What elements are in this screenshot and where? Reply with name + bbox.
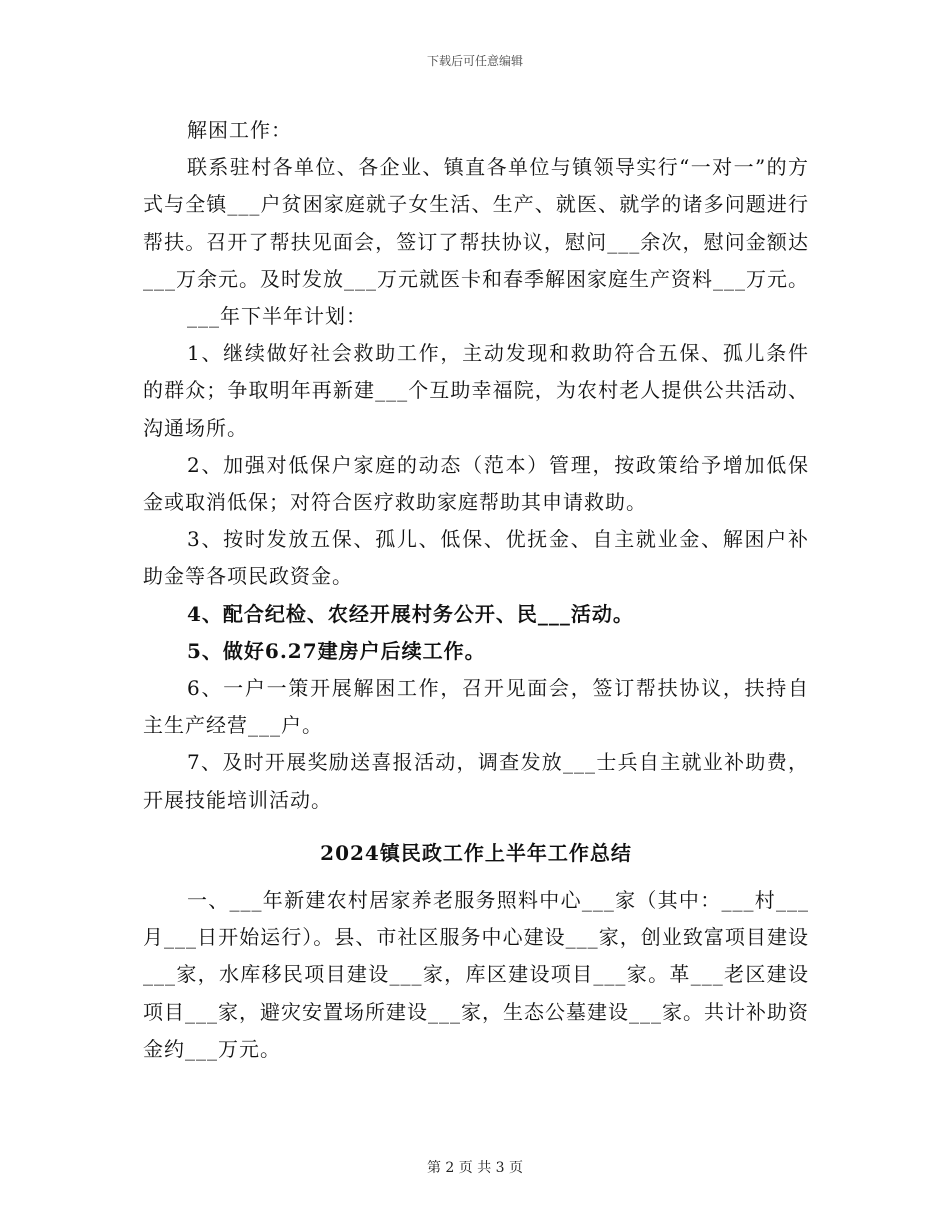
paragraph: 一、___年新建农村居家养老服务照料中心___家（其中：___村___月___日开始运行）。县、市社区服务中心建设___家，创业致富项目建设___家，水库移民项目建设___家，库区建设项目___家。革___老区建设项目___家，避灾安置场所建设___家，生态公墓建设___家。共计补助资金约___万元。 xyxy=(143,888,809,1061)
page-header: 下载后可任意编辑 xyxy=(426,54,523,68)
plan-item-3: 3、按时发放五保、孤儿、低保、优抚金、自主就业金、解困户补助金等各项民政资金。 xyxy=(143,527,809,589)
plan-item-7: 7、及时开展奖励送喜报活动，调查发放___士兵自主就业补助费，开展技能培训活动。 xyxy=(143,750,809,812)
plan-item-1: 1、继续做好社会救助工作，主动发现和救助符合五保、孤儿条件的群众；争取明年再新建___个互助幸福院，为农村老人提供公共活动、沟通场所。 xyxy=(143,341,809,440)
page-footer: 第 2 页 共 3 页 xyxy=(426,1160,524,1176)
plan-item-2: 2、加强对低保户家庭的动态（范本）管理，按政策给予增加低保金或取消低保；对符合医疗救助家庭帮助其申请救助。 xyxy=(143,452,809,515)
plan-item-4: 4、配合纪检、农经开展村务公开、民___活动。 xyxy=(187,601,634,626)
plan-item-5: 5、做好6.27建房户后续工作。 xyxy=(187,638,486,663)
plan-heading: ___年下半年计划： xyxy=(187,304,367,329)
document-body xyxy=(143,112,809,1068)
document-title: 2024镇民政工作上半年工作总结 xyxy=(320,840,632,865)
section-heading: 解困工作： xyxy=(187,118,292,142)
paragraph: 联系驻村各单位、各企业、镇直各单位与镇领导实行“一对一”的方式与全镇___户贫困家庭就子女生活、生产、就医、就学的诸多问题进行帮扶。召开了帮扶见面会，签订了帮扶协议，慰问___余次，慰问金额达___万余元。及时发放___万元就医卡和春季解困家庭生产资料___万元。 xyxy=(143,155,809,291)
plan-item-6: 6、一户一策开展解困工作，召开见面会，签订帮扶协议，扶持自主生产经营___户。 xyxy=(143,676,809,738)
